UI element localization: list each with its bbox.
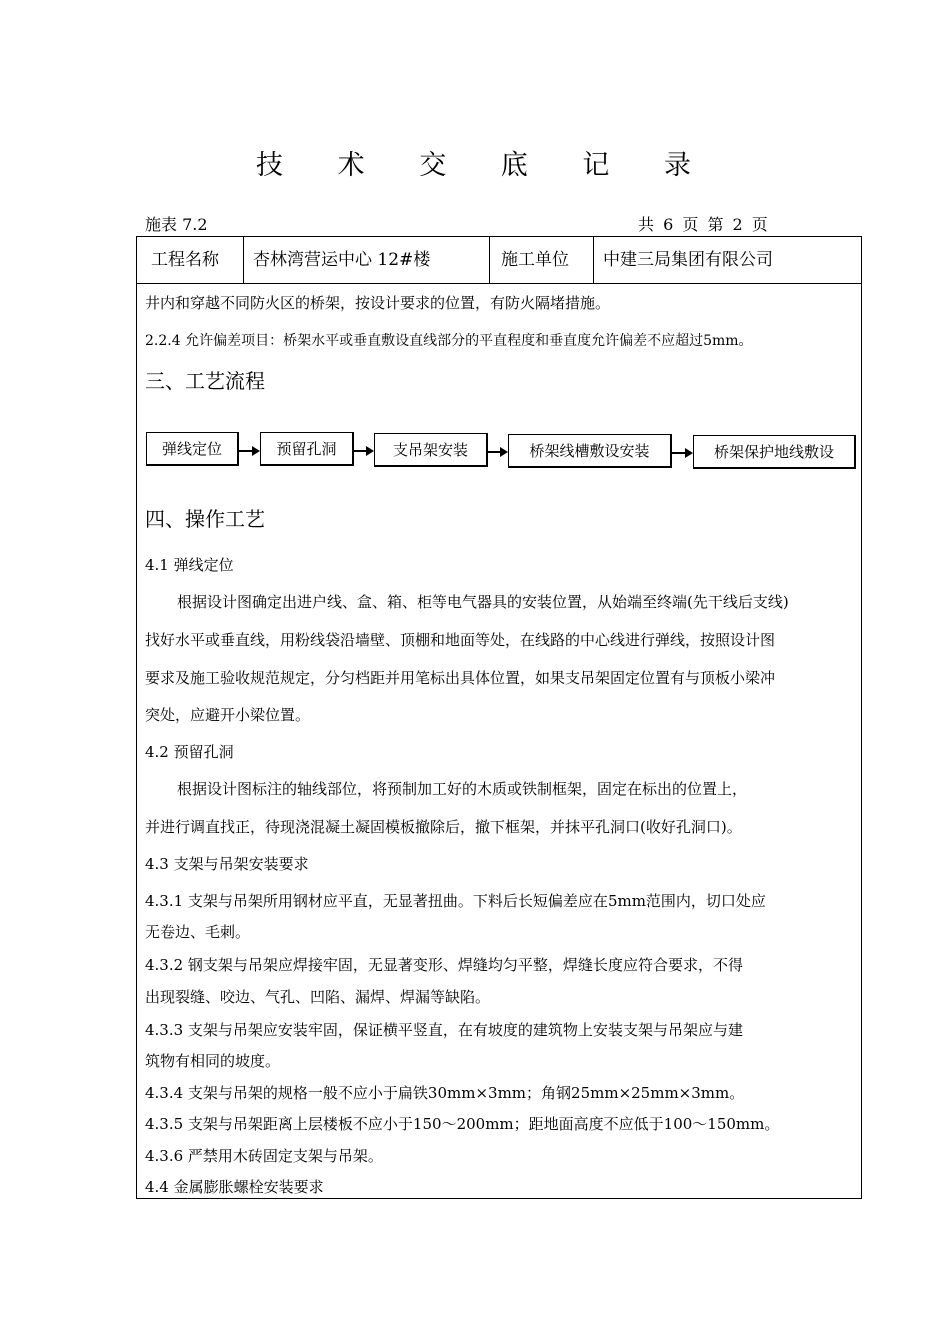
construction-unit-label: 施工单位	[501, 250, 569, 270]
text-line: 2.2.4 允许偏差项目：桥架水平或垂直敷设直线部分的平直程度和垂直度允许偏差不应超过5mm。	[145, 333, 753, 349]
record-table	[136, 236, 862, 1199]
paragraph-line: 并进行调直找正，待现浇混凝土凝固模板撤除后，撤下框架，并抹平孔洞口(收好孔洞口)。	[145, 818, 742, 836]
paragraph-line: 筑物有相同的坡度。	[145, 1052, 281, 1070]
column-divider	[489, 237, 490, 283]
column-divider	[593, 237, 594, 283]
project-name-label: 工程名称	[151, 250, 219, 270]
paragraph-line: 出现裂缝、咬边、气孔、凹陷、漏焊、焊漏等缺陷。	[145, 988, 491, 1006]
paragraph-line: 找好水平或垂直线，用粉线袋沿墙壁、顶棚和地面等处，在线路的中心线进行弹线，按照设计图	[145, 631, 776, 649]
paragraph-line: 4.3.3 支架与吊架应安装牢固，保证横平竖直，在有坡度的建筑物上安装支架与吊架应与建	[145, 1021, 743, 1039]
flow-arrow	[239, 450, 258, 452]
form-number: 施表 7.2	[145, 215, 208, 234]
header-row	[137, 237, 861, 284]
flow-step: 桥架线槽敷设安装	[508, 434, 672, 468]
subsection-heading: 4.3 支架与吊架安装要求	[145, 855, 309, 873]
section-heading-process-flow: 三、工艺流程	[145, 369, 265, 393]
paragraph-line: 4.3.4 支架与吊架的规格一般不应小于扁铁30mm×3mm；角钢25mm×25mm×3mm。	[145, 1084, 745, 1102]
paragraph-line: 根据设计图标注的轴线部位，将预制加工好的木质或铁制框架，固定在标出的位置上，	[177, 780, 748, 798]
paragraph-line: 4.3.5 支架与吊架距离上层楼板不应小于150～200mm；距地面高度不应低于100～150mm。	[145, 1115, 780, 1133]
paragraph-line: 突处，应避开小梁位置。	[145, 706, 311, 724]
paragraph-line: 4.3.6 严禁用木砖固定支架与吊架。	[145, 1147, 383, 1165]
column-divider	[243, 237, 244, 283]
section-heading-operation: 四、操作工艺	[145, 507, 265, 531]
paragraph-line: 要求及施工验收规范规定，分匀档距并用笔标出具体位置，如果支吊架固定位置有与顶板小梁冲	[145, 669, 776, 687]
subsection-heading: 4.1 弹线定位	[145, 556, 234, 574]
flow-step: 弹线定位	[146, 432, 239, 466]
subsection-heading: 4.2 预留孔洞	[145, 743, 234, 761]
page-info: 共 6 页 第 2 页	[638, 215, 768, 234]
paragraph-line: 4.3.1 支架与吊架所用钢材应平直，无显著扭曲。下料后长短偏差应在5mm范围内，切口处应	[145, 892, 766, 910]
flow-arrow	[354, 450, 372, 452]
project-name-value: 杏林湾营运中心 12#楼	[253, 250, 431, 270]
flow-arrow	[488, 451, 506, 453]
flow-arrow	[672, 452, 691, 454]
flow-step: 桥架保护地线敷设	[693, 435, 856, 469]
construction-unit-value: 中建三局集团有限公司	[603, 250, 773, 270]
subsection-heading: 4.4 金属膨胀螺栓安装要求	[145, 1178, 324, 1196]
text-line: 井内和穿越不同防火区的桥架，按设计要求的位置，有防火隔堵措施。	[145, 294, 611, 312]
paragraph-line: 4.3.2 钢支架与吊架应焊接牢固，无显著变形、焊缝均匀平整，焊缝长度应符合要求，不得	[145, 956, 743, 974]
paragraph-line: 根据设计图确定出进户线、盒、箱、柜等电气器具的安装位置，从始端至终端(先干线后支线)	[177, 593, 789, 611]
flow-step: 支吊架安装	[374, 433, 488, 467]
paragraph-line: 无卷边、毛刺。	[145, 923, 251, 941]
flow-step: 预留孔洞	[260, 432, 354, 466]
document-title: 技 术 交 底 记 录	[256, 150, 714, 181]
